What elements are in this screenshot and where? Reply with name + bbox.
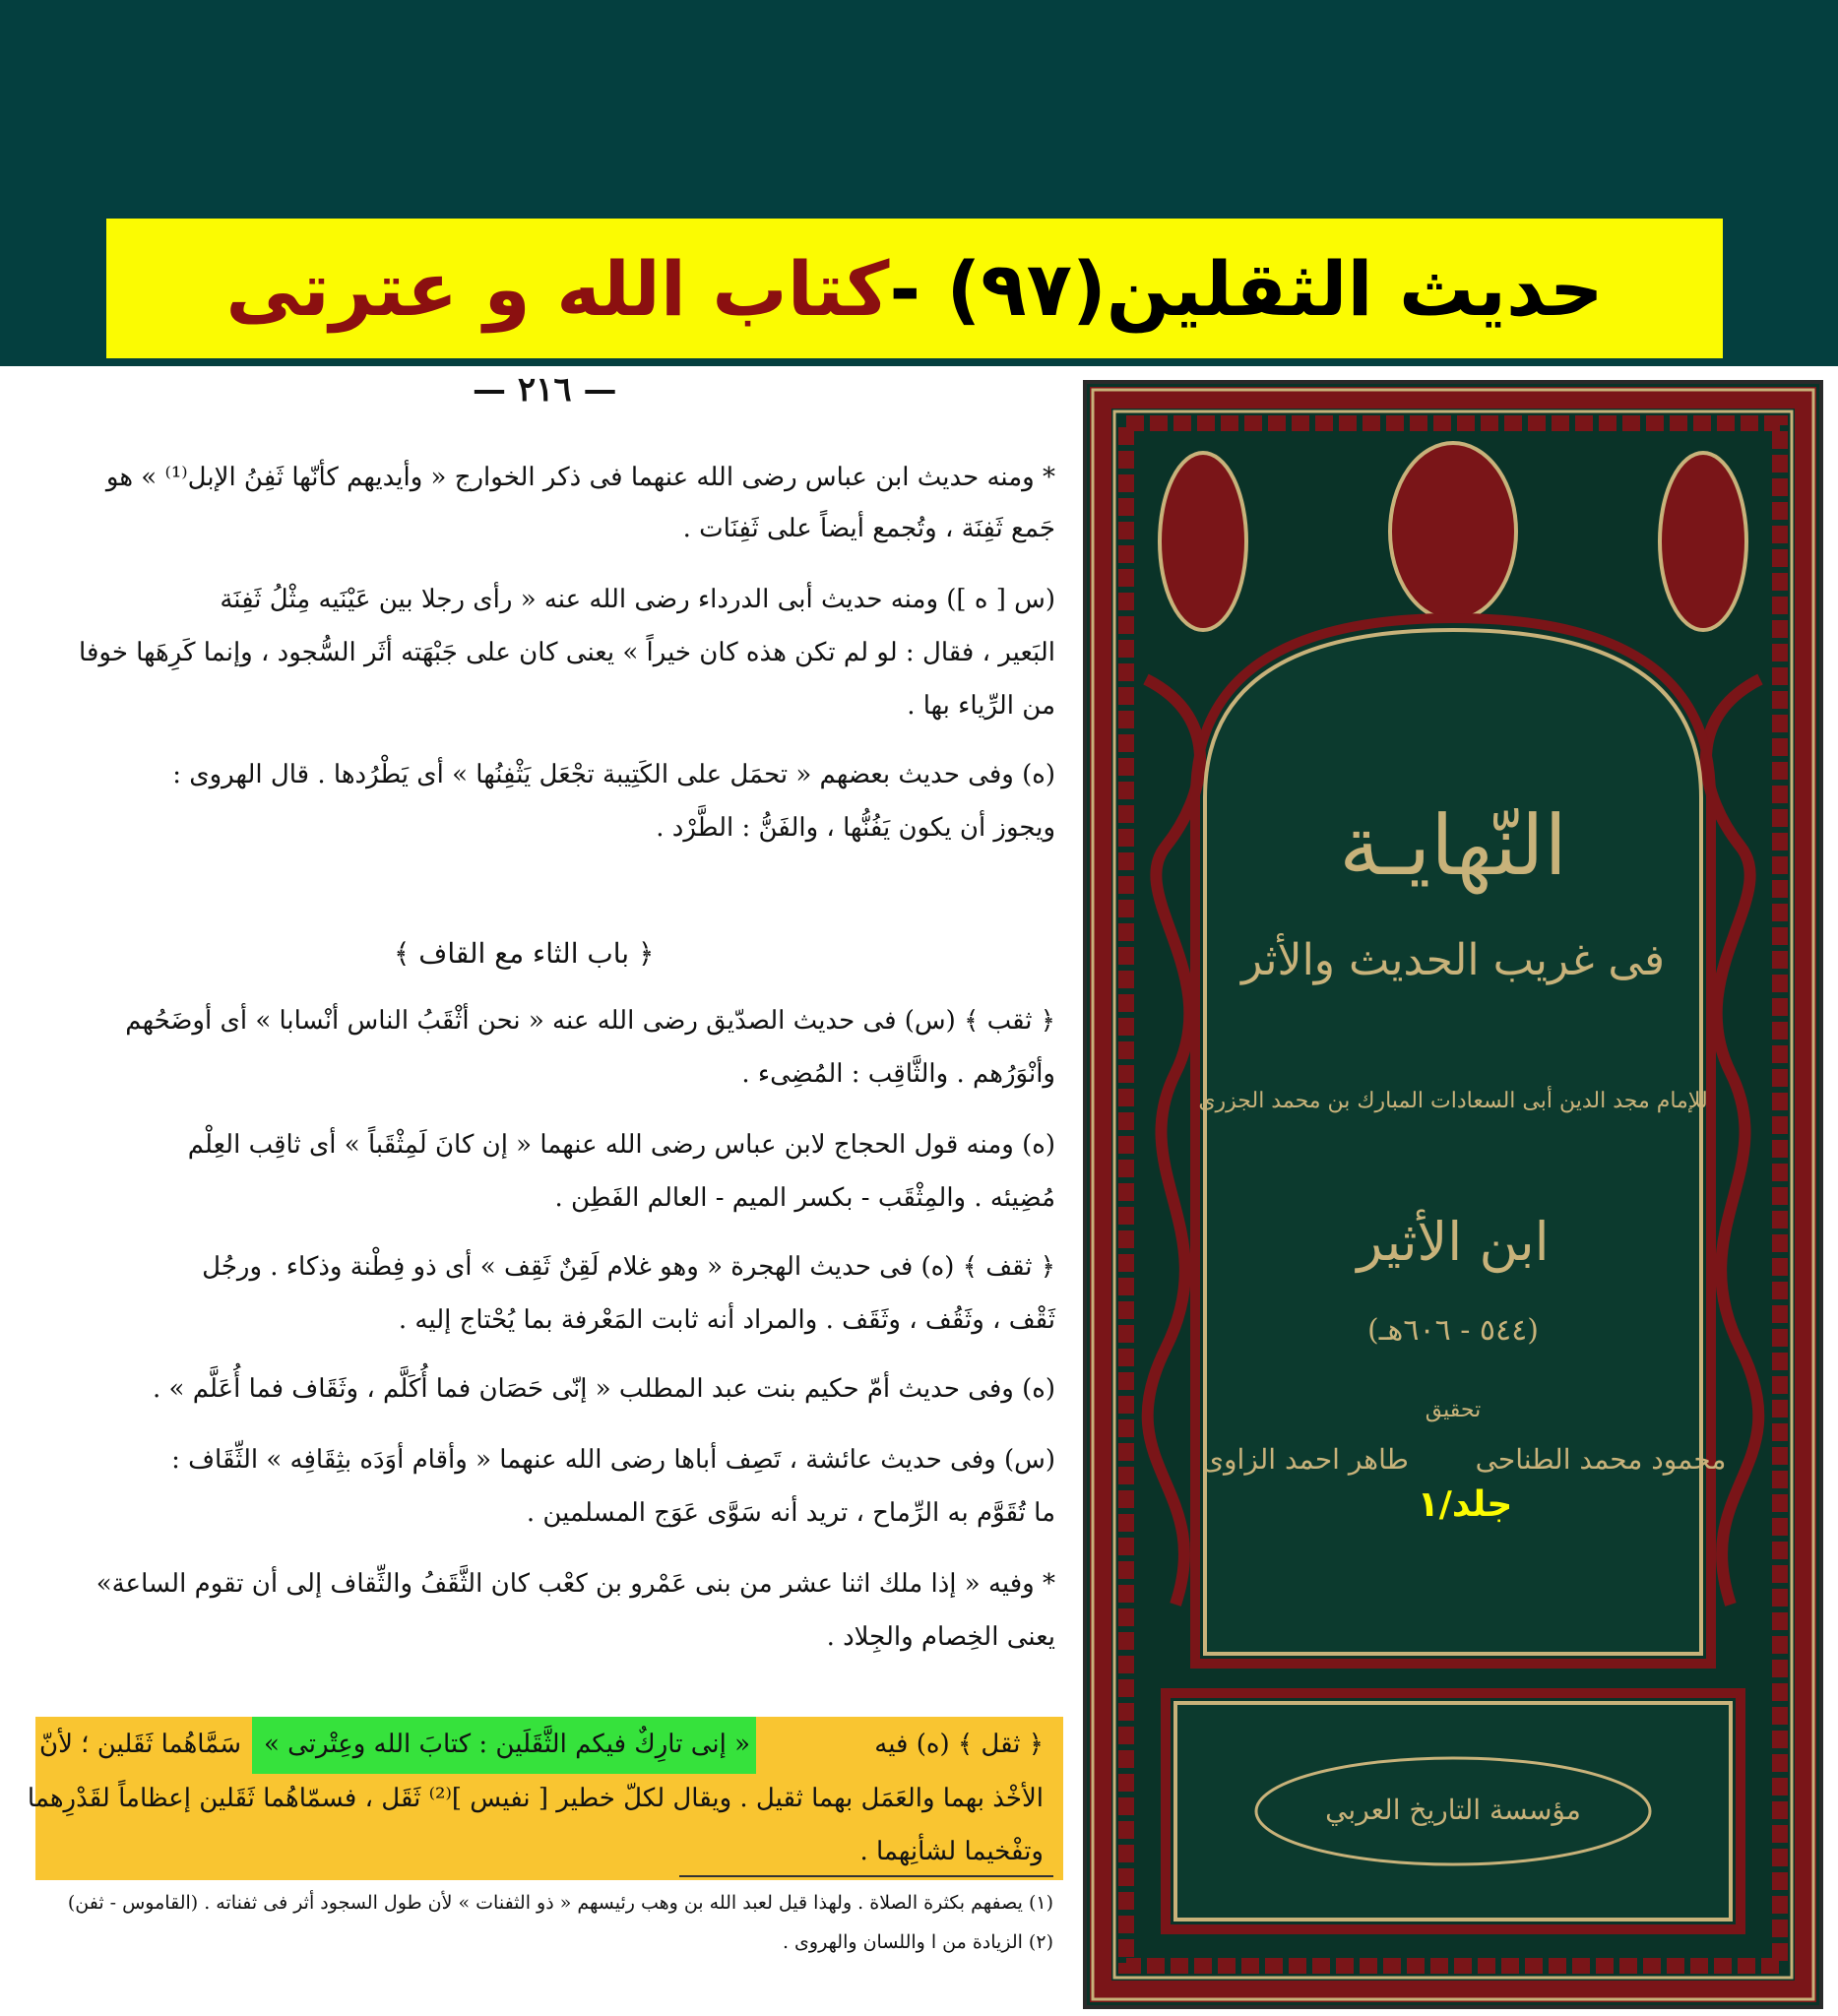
cover-years: (٥٤٤ - ٦٠٦هـ) (1367, 1313, 1539, 1348)
volume-label: جلد/١ (1417, 1484, 1513, 1525)
text-line: (س) وفى حديث عائشة ، تَصِف أباها رضى الله عنهما « وأقام أوَدَه بثِقَافِه » الثِّقَاف : (171, 1445, 1055, 1475)
text-line: وأنْوَرُهم . والثَّاقِب : المُضِىء . (741, 1059, 1055, 1089)
cover-author-name: ابن الأثير (1357, 1211, 1550, 1273)
cover-editor-label: تحقيق (1425, 1398, 1482, 1422)
footnote: (١) يصفهم بكثرة الصلاة . ولهذا قيل لعبد الله بن وهب رئيسهم « ذو الثفنات » لأن طول السجود أثر فى ثفناته . (القاموس - ثفن) (67, 1892, 1053, 1914)
text-line: ثَقْف ، وثَقُف ، وثَقَف . والمراد أنه ثابت المَعْرفة بما يُحْتاج إليه . (398, 1305, 1055, 1335)
text-line: ما تُقَوَّم به الرِّماح ، تريد أنه سَوَّى عَوَج المسلمين . (526, 1498, 1055, 1528)
text-line: * وفيه « إذا ملك اثنا عشر من بنى عَمْرو بن كعْب كان الثَّقَفُ والثِّقاف إلى أن تقوم الساعة» (95, 1569, 1055, 1599)
text-line: وتفْخيما لشأنِهما . (859, 1837, 1044, 1866)
title-dash: - (889, 244, 947, 333)
book-cover (1083, 380, 1823, 2009)
text-line: (س [ ه ]) ومنه حديث أبى الدرداء رضى الله عنه « رأى رجلا بين عَيْنَيه مِثْلُ ثَفِنَة (220, 585, 1055, 614)
text-line: يعنى الخِصام والجِلاد . (826, 1622, 1055, 1652)
text-line: (ه) ومنه قول الحجاج لابن عباس رضى الله عنهما « إن كانَ لَمِثْقَباً » أى ثاقِب العِلْم (187, 1130, 1055, 1160)
cover-ornament (1087, 384, 1819, 2005)
footnote: (٢) الزيادة من ا واللسان والهروى . (782, 1931, 1053, 1953)
title-hadith-number: حديث الثقلين(٩٧) (946, 244, 1604, 333)
text-line: ويجوز أن يكون يَفُنُّها ، والفَنُّ : الطَّرْد . (656, 813, 1055, 843)
thiqal-lead: ﴿ ثقل ﴾ (ه) فيه (874, 1730, 1044, 1759)
cover-editor-2: محمود محمد الطناحى (1475, 1443, 1727, 1476)
text-line: ﴿ ثقب ﴾ (س) فى حديث الصدّيق رضى الله عنه « نحن أثْقَبُ الناس أنْسابا » أى أوضَحُهم (125, 1006, 1055, 1036)
thiqal-quote: « إنى تارِكٌ فيكم الثَّقَلَين : كتابَ الله وعِتْرتى » (263, 1730, 750, 1759)
book-page-scan (0, 366, 1073, 2016)
cover-author-line: للإمام مجد الدين أبى السعادات المبارك بن محمد الجزرى (1198, 1089, 1708, 1113)
text-line: البَعير ، فقال : لو لم تكن هذه كان خيراً » يعنى كان على جَبْهَته أثَر السُّجود ، وإنما كَرِهَها خوفا (79, 638, 1055, 667)
page-title (106, 219, 1723, 358)
cover-title: النّهايـة (1339, 797, 1567, 894)
text-line: جَمع ثَفِنَة ، وتُجمع أيضاً على ثَفِنَات . (682, 514, 1055, 543)
text-line: ﴿ ثقف ﴾ (ه) فى حديث الهجرة « وهو غلام لَقِنٌ ثَقِف » أى ذو فِطْنة وذكاء . ورجُل (202, 1252, 1055, 1282)
text-line: مُضِيئه . والمِثْقَب - بكسر الميم - العالم الفَطِن . (554, 1183, 1055, 1213)
text-line: من الرِّياء بها . (907, 691, 1055, 721)
text-line: (ه) وفى حديث بعضهم « تحمَل على الكَتِيبة تجْعَل يَثْفِنُها » أى يَطْرُدها . قال الهروى : (172, 760, 1055, 789)
footnote-rule (679, 1875, 1053, 1877)
section-heading: ﴿ باب الثاء مع القاف ﴾ (394, 937, 655, 970)
text-line: (ه) وفى حديث أمّ حكيم بنت عبد المطلب « إنّى حَصَان فما أُكَلَّم ، وثَقَاف فما أُعَلَّم » . (153, 1374, 1055, 1404)
cover-subtitle: فى غريب الحديث والأثر (1240, 935, 1666, 985)
cover-editor-1: طاهر احمد الزاوى (1202, 1443, 1409, 1476)
text-line: * ومنه حديث ابن عباس رضى الله عنهما فى ذكر الخوارج « وأيديهم كأنّها ثَفِنُ الإبل⁽¹⁾ » هو (105, 463, 1055, 492)
page-number: — ٢١٦ — (473, 370, 617, 410)
title-kitab-allah: كتاب الله و عترتی (225, 244, 890, 333)
thiqal-rest: سَمَّاهُما ثَقَلين ؛ لأنّ (39, 1730, 242, 1759)
text-line: الأخْذ بهما والعَمَل بهما ثقيل . ويقال لكلّ خطير [ نفيس ]⁽²⁾ ثَقَل ، فسمّاهُما ثَقَلين إعظاماً لقَدْرِهما (27, 1784, 1044, 1813)
cover-publisher: مؤسسة التاريخ العربي (1325, 1794, 1581, 1826)
